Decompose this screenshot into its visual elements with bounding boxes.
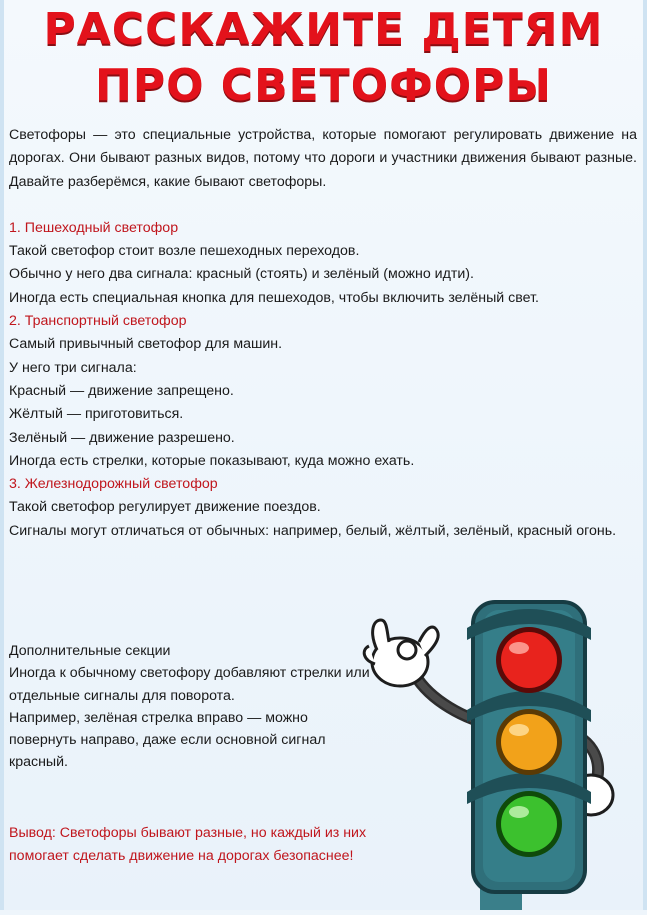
section-line: Обычно у него два сигнала: красный (стоять) и зелёный (можно идти).	[9, 266, 474, 283]
section-transport	[9, 310, 637, 473]
red-light	[501, 632, 557, 688]
traffic-light-mascot	[355, 580, 647, 910]
section-line: Иногда есть специальная кнопка для пешеходов, чтобы включить зелёный свет.	[9, 289, 539, 306]
green-light	[501, 796, 557, 852]
section-line: Сигналы могут отличаться от обычных: например, белый, жёлтый, зелёный, красный огонь.	[9, 522, 617, 539]
intro-paragraph: Светофоры — это специальные устройства, которые помогают регулировать движение на дорогах. Они бывают разных видов, потому что дороги и участники движения бывают разные. Давайте разберёмся, какие бывают светофоры.	[9, 127, 637, 190]
section-line: Такой светофор стоит возле пешеходных переходов.	[9, 243, 360, 260]
section-line: Жёлтый — приготовиться.	[9, 406, 184, 423]
section-heading: 3. Железнодорожный светофор	[9, 476, 218, 493]
section-railway	[9, 473, 637, 543]
title-line-2: ПРО СВЕТОФОРЫ	[95, 60, 552, 111]
extra-heading: Дополнительные секции	[9, 643, 171, 659]
ok-hand-icon	[364, 620, 438, 686]
section-heading: 2. Транспортный светофор	[9, 313, 187, 330]
spacer	[9, 194, 637, 217]
section-line: Такой светофор регулирует движение поездов.	[9, 499, 321, 516]
section-line: У него три сигнала:	[9, 359, 137, 376]
section-line: Зелёный — движение разрешено.	[9, 429, 235, 446]
section-heading: 1. Пешеходный светофор	[9, 219, 179, 236]
extra-line: Например, зелёная стрелка вправо — можно повернуть направо, даже если основной сигнал красный.	[9, 709, 326, 771]
poster-title	[0, 2, 647, 114]
extra-line: Иногда к обычному светофору добавляют стрелки или отдельные сигналы для поворота.	[9, 665, 370, 704]
conclusion-text: Вывод: Светофоры бывают разные, но каждый из них помогает сделать движение на дорогах безопаснее!	[9, 825, 367, 864]
main-text	[9, 124, 637, 543]
yellow-light	[501, 714, 557, 770]
section-line: Самый привычный светофор для машин.	[9, 336, 283, 353]
section-pedestrian	[9, 217, 637, 310]
section-line: Иногда есть стрелки, которые показывают, куда можно ехать.	[9, 452, 415, 469]
traffic-light-icon	[355, 580, 647, 910]
extra-sections	[9, 640, 374, 774]
title-line-1: РАССКАЖИТЕ ДЕТЯМ	[43, 4, 604, 55]
section-line: Красный — движение запрещено.	[9, 382, 234, 399]
